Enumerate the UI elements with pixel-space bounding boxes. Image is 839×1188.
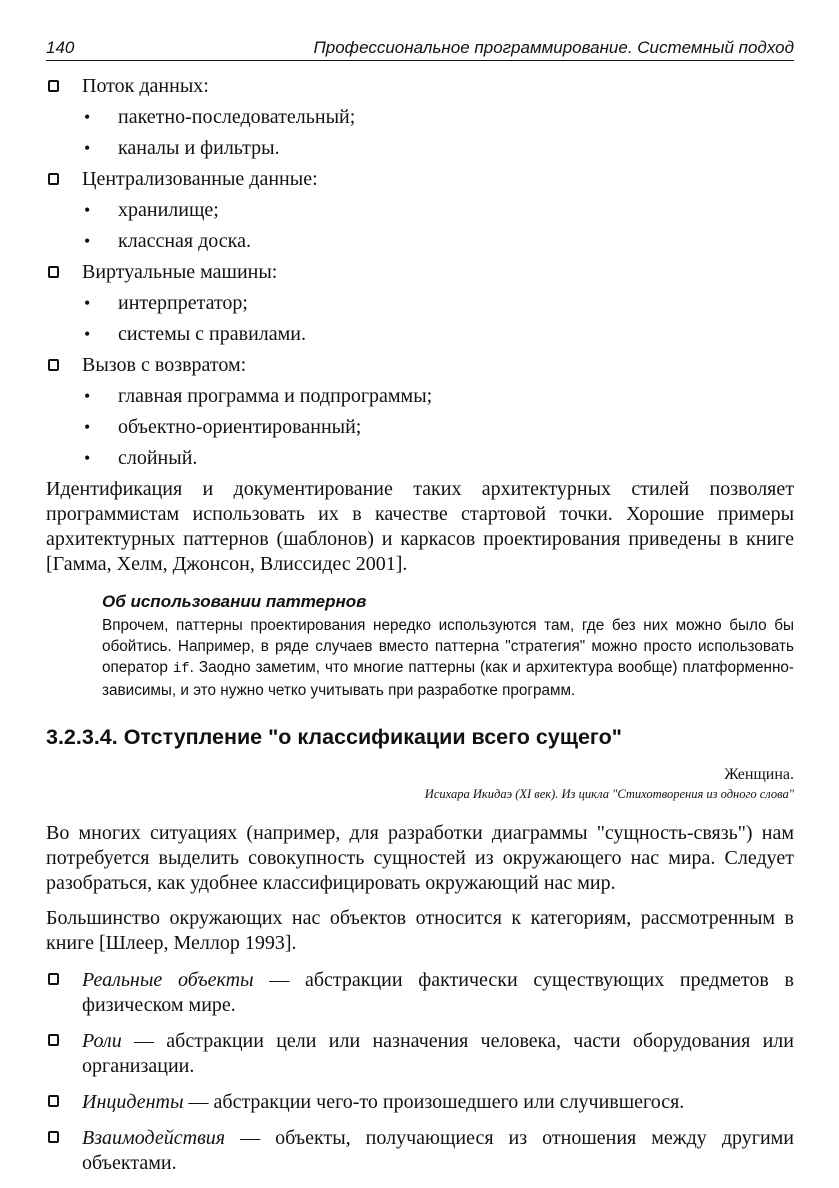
list-item: [46, 229, 794, 254]
category-definition: — объекты, получающиеся из отношения между другими объектами.: [82, 1127, 794, 1174]
list-item-text: пакетно-последовательный;: [118, 106, 356, 128]
list-item-text: системы с правилами.: [118, 323, 306, 345]
style-group-dataflow: [46, 74, 794, 99]
checkbox-square-icon: [48, 1131, 59, 1143]
page-number: 140: [46, 38, 75, 57]
list-item: [46, 291, 794, 316]
style-group-label: Поток данных:: [82, 75, 209, 97]
category-term: Взаимодействия: [82, 1127, 226, 1149]
checkbox-square-icon: [48, 266, 59, 278]
list-item: [46, 384, 794, 409]
list-item: [46, 322, 794, 347]
bullet-icon: •: [84, 231, 91, 251]
bullet-icon: •: [84, 324, 91, 344]
category-item: [46, 1126, 794, 1176]
category-term: Роли: [82, 1030, 122, 1052]
checkbox-square-icon: [48, 173, 59, 185]
style-group-call-return: [46, 353, 794, 378]
running-title: Профессиональное программирование. Системный подход: [313, 38, 794, 57]
epigraph-text: Женщина.: [724, 766, 794, 783]
list-item-text: объектно-ориентированный;: [118, 416, 362, 438]
bullet-icon: •: [84, 138, 91, 158]
style-group-label: Виртуальные машины:: [82, 261, 278, 283]
checkbox-square-icon: [48, 973, 59, 985]
bullet-icon: •: [84, 293, 91, 313]
bullet-icon: •: [84, 448, 91, 468]
note-text: [102, 615, 794, 701]
checkbox-square-icon: [48, 1095, 59, 1107]
epigraph: [46, 765, 794, 803]
list-item: [46, 446, 794, 471]
list-item-text: каналы и фильтры.: [118, 137, 280, 159]
architecture-styles-list: [46, 74, 794, 471]
book-page: [46, 36, 794, 1187]
running-header: [46, 36, 794, 61]
body-paragraph: Во многих ситуациях (например, для разработки диаграммы "сущность-связь") нам потребуется выделить совокупность сущностей из окружающего нас мира. Следует разобраться, как удобнее классифицировать окружающий нас мир.: [46, 822, 794, 894]
sidebar-note: [102, 591, 794, 701]
category-term: Инциденты: [82, 1091, 184, 1113]
category-definition: — абстракции чего-то произошедшего или случившегося.: [183, 1091, 685, 1113]
category-term: Реальные объекты: [82, 969, 254, 991]
checkbox-square-icon: [48, 80, 59, 92]
bullet-icon: •: [84, 417, 91, 437]
category-item: [46, 1029, 794, 1079]
list-item-text: классная доска.: [118, 230, 251, 252]
bullet-icon: •: [84, 386, 91, 406]
list-item-text: хранилище;: [118, 199, 219, 221]
list-item: [46, 415, 794, 440]
category-item: [46, 1090, 794, 1115]
style-group-centralized: [46, 167, 794, 192]
note-text-part: Впрочем, паттерны проектирования нередко используются там, где без них можно было бы обойтись. Например, в ряде случаев вместо паттерна "стратегия" можно просто использовать оператор: [102, 617, 794, 676]
epigraph-source: Исихара Икидаэ (XI век). Из цикла "Стихотворения из одного слова": [424, 787, 794, 801]
style-group-virtual-machines: [46, 260, 794, 285]
list-item-text: главная программа и подпрограммы;: [118, 385, 433, 407]
list-item-text: интерпретатор;: [118, 292, 248, 314]
note-title: Об использовании паттернов: [102, 592, 367, 611]
categories-list: [46, 968, 794, 1176]
category-item: [46, 968, 794, 1018]
list-item: [46, 136, 794, 161]
bullet-icon: •: [84, 200, 91, 220]
category-definition: — абстракции цели или назначения человека, части оборудования или организации.: [82, 1030, 794, 1077]
checkbox-square-icon: [48, 1034, 59, 1046]
bullet-icon: •: [84, 107, 91, 127]
note-text-part: . Заодно заметим, что многие паттерны (как и архитектура вообще) платформенно-зависимы, и это нужно четко учитывать при разработке программ.: [102, 659, 794, 699]
style-group-label: Вызов с возвратом:: [82, 354, 247, 376]
code-inline: if: [172, 661, 190, 677]
list-item-text: слойный.: [118, 447, 198, 469]
checkbox-square-icon: [48, 359, 59, 371]
list-item: [46, 105, 794, 130]
body-paragraph: Идентификация и документирование таких архитектурных стилей позволяет программистам использовать их в качестве стартовой точки. Хорошие примеры архитектурных паттернов (шаблонов) и каркасов проектирования приведены в книге [Гамма, Хелм, Джонсон, Влиссидес 2001].: [46, 478, 794, 575]
category-definition: — абстракции фактически существующих предметов в физическом мире.: [82, 969, 794, 1016]
section-heading: 3.2.3.4. Отступление "о классификации всего сущего": [46, 725, 622, 749]
body-paragraph: Большинство окружающих нас объектов относится к категориям, рассмотренным в книге [Шлеер, Меллор 1993].: [46, 907, 794, 954]
style-group-label: Централизованные данные:: [82, 168, 318, 190]
list-item: [46, 198, 794, 223]
